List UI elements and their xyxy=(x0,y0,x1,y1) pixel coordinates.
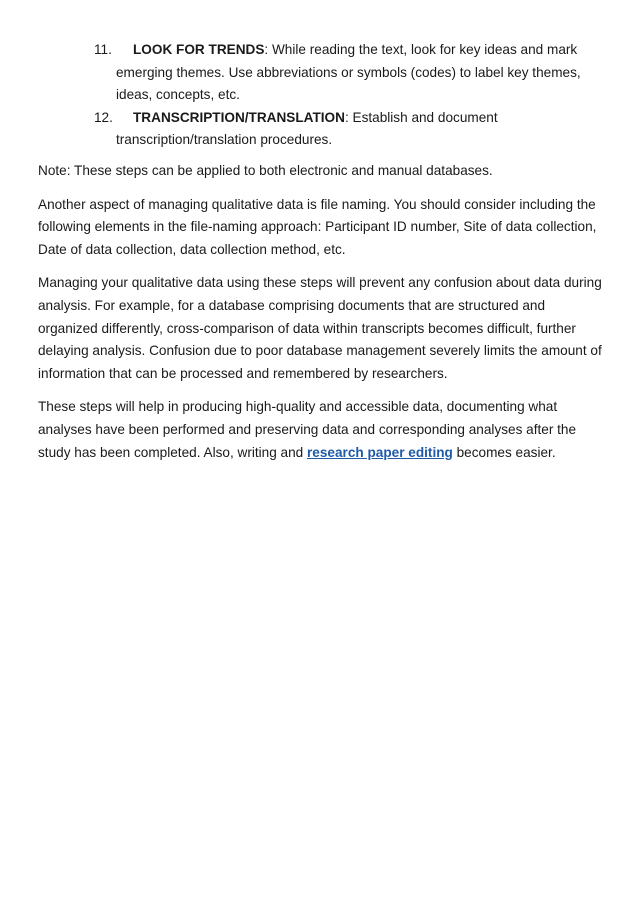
numbered-list xyxy=(38,39,608,152)
list-item xyxy=(38,107,608,152)
closing-paragraph xyxy=(38,396,608,464)
list-item-title: TRANSCRIPTION/TRANSLATION xyxy=(133,109,345,125)
list-item-body xyxy=(116,39,608,107)
managing-data-paragraph: Managing your qualitative data using these steps will prevent any confusion about data during analysis. For example, for a database comprising documents that are structured and organized differently, cross-comparison of data within transcripts becomes difficult, further delaying analysis. Confusion due to poor database management severely limits the amount of information that can be processed and remembered by researchers. xyxy=(38,275,602,381)
file-naming-paragraph: Another aspect of managing qualitative data is file naming. You should consider including the following elements in the file-naming approach: Participant ID number, Site of data collection, Date of data collection, data collection method, etc. xyxy=(38,196,597,257)
list-item xyxy=(38,39,608,107)
closing-text-end: becomes easier. xyxy=(452,444,556,460)
list-item-number: 12. xyxy=(94,109,113,125)
closing-text: These steps will help in producing high-quality and accessible data, documenting what analyses have been performed and preserving data and corresponding analyses after the study has been completed. Also, writing and xyxy=(38,399,577,460)
list-item-text: : While reading the text, look for key ideas and mark emerging themes. Use abbreviations or symbols (codes) to label key themes, ideas, concepts, etc. xyxy=(116,42,581,103)
list-item-title: LOOK FOR TRENDS xyxy=(133,42,265,57)
research-paper-editing-link[interactable]: research paper editing xyxy=(307,444,453,460)
list-item-number: 11. xyxy=(94,42,112,57)
list-item-text: : Establish and document transcription/translation procedures. xyxy=(116,109,498,148)
note-paragraph: Note: These steps can be applied to both electronic and manual databases. xyxy=(38,162,493,178)
list-item-body xyxy=(116,107,608,152)
document-page xyxy=(38,39,608,475)
